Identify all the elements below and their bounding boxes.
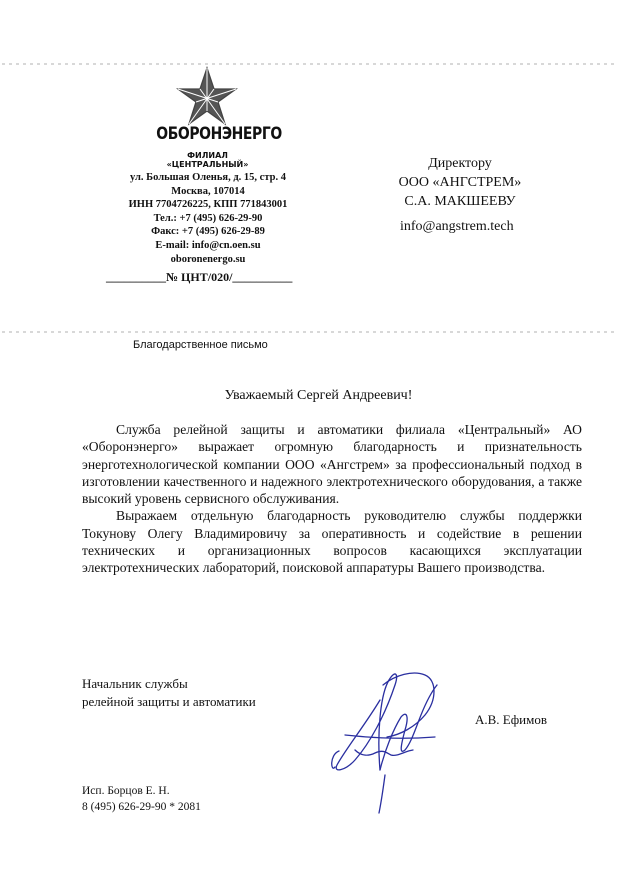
- paragraph: Служба релейной защиты и автоматики филиала «Центральный» АО «Оборонэнерго» выражает огромную благодарность и признательность энерготехнологической компании ООО «Ангстрем» за профессиональный подход в изготовлении качественного и надежного электротехнического оборудования, а также высокий уровень сервисного обслуживания.: [82, 422, 582, 507]
- executor-phone: 8 (495) 626-29-90 * 2081: [82, 801, 201, 813]
- scan-artifact-middle: [2, 331, 614, 333]
- paragraph: Выражаем отдельную благодарность руководителю службы поддержки Токунову Олегу Владимировичу за оперативность и содействие в решении технических и организационных вопросов касающихся эксплуатации электротехнических лабораторий, поисковой аппаратуры Вашего производства.: [82, 508, 582, 576]
- signatory-title: [82, 675, 256, 710]
- handwritten-signature: [325, 655, 450, 815]
- fax: Факс: +7 (495) 626-29-89: [151, 226, 265, 238]
- email: E-mail: info@cn.oen.su: [155, 239, 261, 251]
- title-line: Начальник службы: [82, 676, 188, 691]
- executor-block: [82, 783, 201, 815]
- organization-details: [110, 171, 306, 266]
- scan-artifact-top: [2, 63, 614, 65]
- recipient-email: info@angstrem.tech: [400, 219, 514, 234]
- recipient-line: С.А. МАКШЕЕВУ: [404, 194, 516, 209]
- executor-name: Исп. Борцов Е. Н.: [82, 785, 170, 797]
- signer-name: А.В. Ефимов: [475, 712, 547, 727]
- star-logo-icon: [176, 66, 238, 128]
- organization-name: ОБОРОНЭНЕРГО: [156, 124, 282, 144]
- branch-name: ФИЛИАЛ «ЦЕНТРАЛЬНЫЙ»: [166, 151, 249, 169]
- website: oboronenergo.su: [170, 253, 246, 265]
- greeting: Уважаемый Сергей Андреевич!: [224, 388, 413, 403]
- document-type: Благодарственное письмо: [133, 339, 268, 351]
- registration-number: __________№ ЦНТ/020/__________: [106, 270, 293, 284]
- recipient-line: Директору: [428, 156, 492, 171]
- recipient-line: ООО «АНГСТРЕМ»: [398, 175, 522, 190]
- title-line: релейной защиты и автоматики: [82, 693, 256, 709]
- recipient-block: [380, 154, 540, 211]
- letter-body: [82, 421, 582, 577]
- address-line: Москва, 107014: [171, 185, 245, 197]
- tax-ids: ИНН 7704726225, КПП 771843001: [128, 199, 288, 211]
- address-line: ул. Большая Оленья, д. 15, стр. 4: [130, 172, 286, 183]
- phone: Тел.: +7 (495) 626-29-90: [153, 212, 263, 224]
